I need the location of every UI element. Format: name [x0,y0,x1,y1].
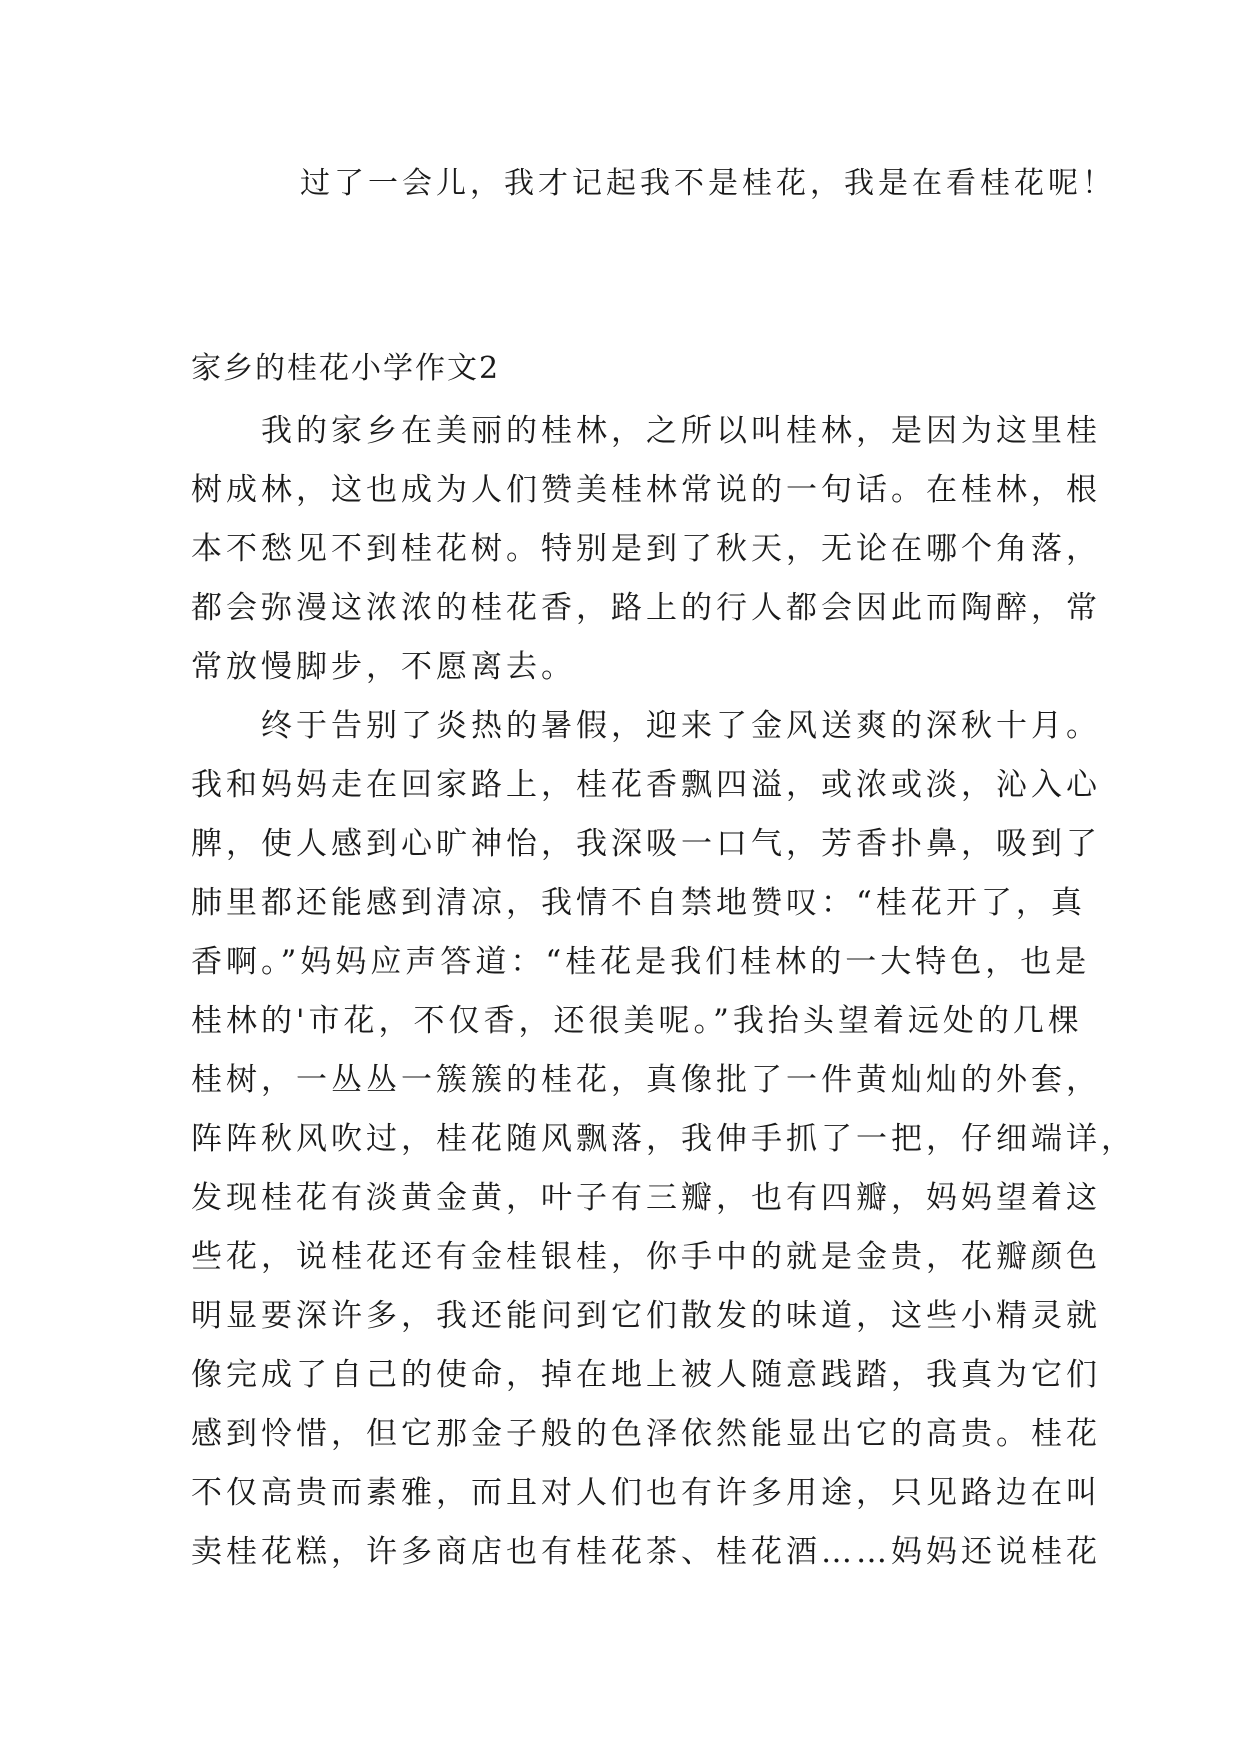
text-line: 发现桂花有淡黄金黄，叶子有三瓣，也有四瓣，妈妈望着这 [191,1180,1101,1216]
text-line: 卖桂花糕，许多商店也有桂花茶、桂花酒……妈妈还说桂花 [191,1534,1101,1570]
text-line: 树成林，这也成为人们赞美桂林常说的一句话。在桂林，根 [191,472,1101,508]
text-line: 我和妈妈走在回家路上，桂花香飘四溢，或浓或淡，沁入心 [191,767,1101,803]
text-line: 明显要深许多，我还能问到它们散发的味道，这些小精灵就 [191,1298,1101,1334]
essay-body [191,402,1136,1582]
section-title: 家乡的桂花小学作文2 [191,351,501,386]
text-line: 都会弥漫这浓浓的桂花香，路上的行人都会因此而陶醉，常 [191,590,1101,626]
text-line: 像完成了自己的使命，掉在地上被人随意践踏，我真为它们 [191,1357,1101,1393]
text-line: 阵阵秋风吹过，桂花随风飘落，我伸手抓了一把，仔细端详， [191,1121,1136,1157]
text-line: 桂林的'市花，不仅香，还很美呢。”我抬头望着远处的几棵 [191,1003,1083,1039]
text-line: 香啊。”妈妈应声答道：“桂花是我们桂林的一大特色，也是 [191,944,1091,980]
text-line: 些花，说桂花还有金桂银桂，你手中的就是金贵，花瓣颜色 [191,1239,1101,1275]
text-line: 常放慢脚步，不愿离去。 [191,649,576,685]
text-line: 桂树，一丛丛一簇簇的桂花，真像批了一件黄灿灿的外套， [191,1062,1101,1098]
closing-line: 过了一会儿，我才记起我不是桂花，我是在看桂花呢！ [300,166,1116,201]
text-line: 脾，使人感到心旷神怡，我深吸一口气，芳香扑鼻，吸到了 [191,826,1101,862]
text-line: 本不愁见不到桂花树。特别是到了秋天，无论在哪个角落， [191,531,1101,567]
text-line: 肺里都还能感到清凉，我情不自禁地赞叹：“桂花开了，真 [191,885,1086,921]
text-line: 感到怜惜，但它那金子般的色泽依然能显出它的高贵。桂花 [191,1416,1101,1452]
text-line: 终于告别了炎热的暑假，迎来了金风送爽的深秋十月。 [261,708,1101,744]
text-line: 不仅高贵而素雅，而且对人们也有许多用途，只见路边在叫 [191,1475,1101,1511]
text-line: 我的家乡在美丽的桂林，之所以叫桂林，是因为这里桂 [261,413,1101,449]
